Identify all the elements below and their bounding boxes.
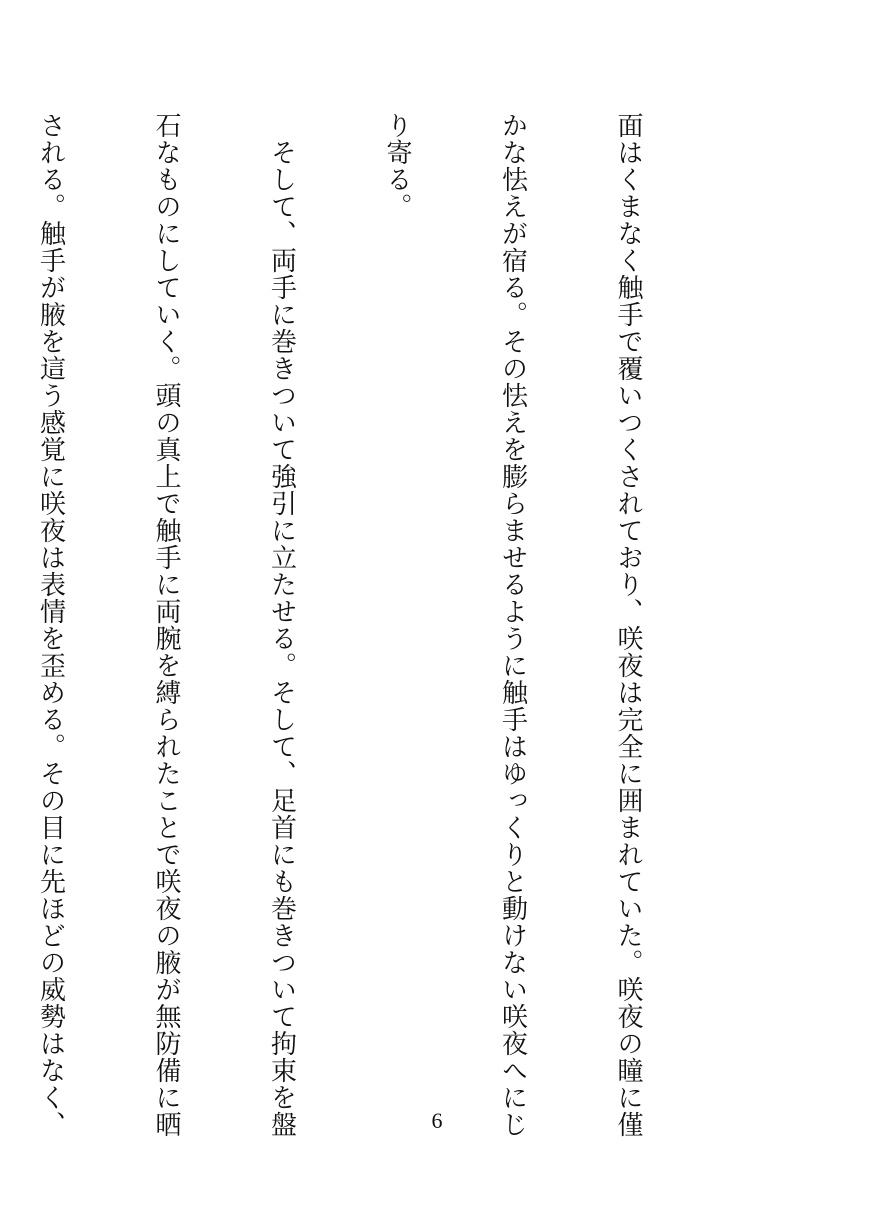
- text-line: される。触手が腋を這う感覚に咲夜は表情を歪める。その目に先ほどの威勢はなく、: [35, 112, 66, 1138]
- text-line: そして、両手に巻きついて強引に立たせる。そして、足首にも巻きついて拘束を盤: [266, 112, 297, 1138]
- text-line: かな怯えが宿る。その怯えを膨らませるように触手はゆっくりと動けない咲夜へにじ: [497, 112, 528, 1138]
- text-line: 石なものにしていく。頭の真上で触手に両腕を縛られたことで咲夜の腋が無防備に晒: [151, 112, 181, 1138]
- text-line: 面はくまなく触手で覆いつくされており、咲夜は完全に囲まれていた。咲夜の瞳に僅: [613, 112, 643, 1138]
- vertical-text-body: [35, 112, 724, 1138]
- page-number: 6: [431, 1108, 443, 1133]
- text-line: り寄る。: [382, 112, 412, 220]
